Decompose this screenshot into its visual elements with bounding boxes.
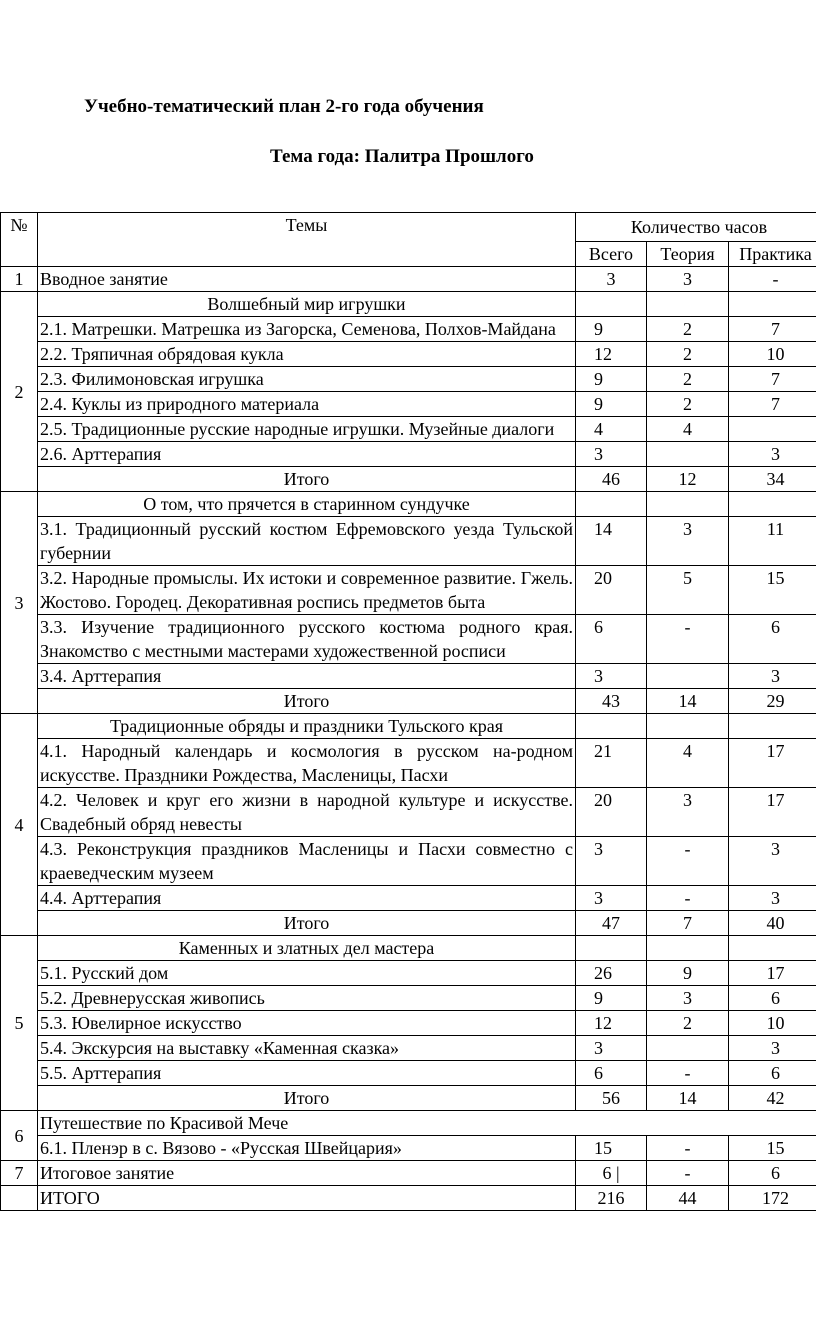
theory-hours [647,664,729,689]
practice-hours: 6 [729,986,816,1011]
subtotal-row [1,911,816,936]
grand-total-label: ИТОГО [38,1186,576,1211]
topic-row [1,615,816,664]
grand-total-row [1,1186,816,1211]
header-num: № [1,213,38,267]
theory-hours: - [647,1136,729,1161]
empty-cell [729,292,816,317]
topic-title: 4.2. Человек и круг его жизни в народной культуре и искусстве. Свадебный обряд невесты [38,788,576,837]
topic-title: 3.4. Арттерапия [38,664,576,689]
subtotal-practice: 40 [729,911,816,936]
theory-hours: - [647,1161,729,1186]
empty-cell [647,936,729,961]
topic-title: 5.4. Экскурсия на выставку «Каменная сказка» [38,1036,576,1061]
total-hours: 4 [576,417,647,442]
section-number: 7 [1,1161,38,1186]
grand-total-theory: 44 [647,1186,729,1211]
section-header-row [1,492,816,517]
total-hours: 3 [576,442,647,467]
header-topics: Темы [38,213,576,267]
topic-title: 2.5. Традиционные русские народные игрушки. Музейные диалоги [38,417,576,442]
topic-title: 4.3. Реконструкция праздников Масленицы и Пасхи совместно с краеведческим музеем [38,837,576,886]
subtotal-row [1,467,816,492]
empty-cell [576,714,647,739]
subtotal-label: Итого [38,689,576,714]
section-title: Вводное занятие [38,267,576,292]
practice-hours: 15 [729,1136,816,1161]
topic-title: 4.4. Арттерапия [38,886,576,911]
section-row [1,1161,816,1186]
topic-row [1,392,816,417]
section-number: 3 [1,492,38,714]
empty-cell [729,492,816,517]
theory-hours: 2 [647,1011,729,1036]
subtotal-row [1,689,816,714]
header-theory: Теория [647,242,729,267]
topic-row [1,1136,816,1161]
total-hours: 9 [576,317,647,342]
total-hours: 3 [576,837,647,886]
section-number: 6 [1,1111,38,1161]
theory-hours: - [647,615,729,664]
subtotal-practice: 42 [729,1086,816,1111]
total-hours: 26 [576,961,647,986]
section-number: 4 [1,714,38,936]
subtotal-practice: 34 [729,467,816,492]
section-title: Каменных и златных дел мастера [38,936,576,961]
theory-hours: 2 [647,367,729,392]
section-title: Путешествие по Красивой Мече [38,1111,816,1136]
theory-hours: 4 [647,739,729,788]
section-number: 5 [1,936,38,1111]
practice-hours: 17 [729,961,816,986]
subtotal-total: 43 [576,689,647,714]
total-hours: 9 [576,392,647,417]
topic-title: 2.1. Матрешки. Матрешка из Загорска, Семенова, Полхов-Майдана [38,317,576,342]
subtotal-theory: 14 [647,1086,729,1111]
curriculum-table [0,212,816,1211]
theory-hours: 5 [647,566,729,615]
practice-hours: 3 [729,664,816,689]
practice-hours: 3 [729,442,816,467]
practice-hours: 17 [729,788,816,837]
subtotal-total: 46 [576,467,647,492]
total-hours: 9 [576,986,647,1011]
topic-row [1,442,816,467]
grand-total-practice: 172 [729,1186,816,1211]
theory-hours [647,442,729,467]
section-header-row [1,714,816,739]
empty-cell [647,492,729,517]
subtotal-row [1,1086,816,1111]
subtotal-theory: 7 [647,911,729,936]
topic-title: 2.6. Арттерапия [38,442,576,467]
header-total: Всего [576,242,647,267]
topic-row [1,961,816,986]
total-hours: 12 [576,1011,647,1036]
practice-hours [729,417,816,442]
practice-hours: 10 [729,1011,816,1036]
subtotal-total: 47 [576,911,647,936]
practice-hours: 11 [729,517,816,566]
practice-hours: - [729,267,816,292]
topic-title: 3.2. Народные промыслы. Их истоки и современное развитие. Гжель. Жостово. Городец. Декоративная роспись предметов быта [38,566,576,615]
topic-title: 5.2. Древнерусская живопись [38,986,576,1011]
empty-cell [647,292,729,317]
practice-hours: 3 [729,1036,816,1061]
total-hours: 6 | [576,1161,647,1186]
topic-row [1,517,816,566]
theory-hours: 3 [647,986,729,1011]
practice-hours: 15 [729,566,816,615]
section-row [1,267,816,292]
empty-cell [729,714,816,739]
subtotal-theory: 14 [647,689,729,714]
topic-row [1,1036,816,1061]
topic-title: 2.3. Филимоновская игрушка [38,367,576,392]
topic-row [1,788,816,837]
topic-title: 3.1. Традиционный русский костюм Ефремовского уезда Тульской губернии [38,517,576,566]
total-hours: 20 [576,566,647,615]
header-practice: Практика [729,242,816,267]
practice-hours: 6 [729,1161,816,1186]
empty-cell [576,936,647,961]
topic-row [1,1061,816,1086]
topic-title: 5.1. Русский дом [38,961,576,986]
subtotal-practice: 29 [729,689,816,714]
theory-hours: 4 [647,417,729,442]
section-title: Волшебный мир игрушки [38,292,576,317]
theory-hours: 3 [647,267,729,292]
practice-hours: 6 [729,615,816,664]
subtotal-label: Итого [38,911,576,936]
grand-total-total: 216 [576,1186,647,1211]
total-hours: 14 [576,517,647,566]
subtotal-label: Итого [38,1086,576,1111]
empty-cell [647,714,729,739]
practice-hours: 10 [729,342,816,367]
section-number: 1 [1,267,38,292]
total-hours: 6 [576,1061,647,1086]
section-title: О том, что прячется в старинном сундучке [38,492,576,517]
topic-title: 6.1. Пленэр в с. Вязово - «Русская Швейцария» [38,1136,576,1161]
total-hours: 3 [576,886,647,911]
theory-hours: - [647,1061,729,1086]
section-number: 2 [1,292,38,492]
total-hours: 3 [576,267,647,292]
section-title: Итоговое занятие [38,1161,576,1186]
theory-hours: - [647,837,729,886]
total-hours: 6 [576,615,647,664]
theory-hours: 3 [647,788,729,837]
empty-cell [576,292,647,317]
total-hours: 15 [576,1136,647,1161]
practice-hours: 7 [729,317,816,342]
topic-row [1,367,816,392]
topic-row [1,566,816,615]
topic-row [1,664,816,689]
topic-title: 5.3. Ювелирное искусство [38,1011,576,1036]
subtotal-label: Итого [38,467,576,492]
total-hours: 12 [576,342,647,367]
section-header-row [1,936,816,961]
total-hours: 20 [576,788,647,837]
topic-row [1,837,816,886]
topic-row [1,886,816,911]
document-subtitle: Тема года: Палитра Прошлого [270,146,534,167]
practice-hours: 6 [729,1061,816,1086]
theory-hours [647,1036,729,1061]
theory-hours: 9 [647,961,729,986]
header-row [1,213,816,242]
empty-cell [576,492,647,517]
topic-title: 5.5. Арттерапия [38,1061,576,1086]
practice-hours: 7 [729,367,816,392]
practice-hours: 7 [729,392,816,417]
topic-row [1,417,816,442]
practice-hours: 3 [729,837,816,886]
topic-title: 3.3. Изучение традиционного русского костюма родного края. Знакомство с местными мастерами художественной росписи [38,615,576,664]
theory-hours: - [647,886,729,911]
subtotal-theory: 12 [647,467,729,492]
document-title: Учебно-тематический план 2-го года обучения [84,96,484,117]
header-hours: Количество часов [576,213,816,242]
subtotal-total: 56 [576,1086,647,1111]
theory-hours: 2 [647,392,729,417]
total-hours: 21 [576,739,647,788]
empty-cell [729,936,816,961]
total-hours: 3 [576,1036,647,1061]
topic-row [1,1011,816,1036]
topic-row [1,342,816,367]
topic-title: 4.1. Народный календарь и космология в русском на-родном искусстве. Праздники Рождества, Масленицы, Пасхи [38,739,576,788]
total-hours: 9 [576,367,647,392]
topic-row [1,986,816,1011]
total-hours: 3 [576,664,647,689]
section-header-row [1,1111,816,1136]
empty-cell [1,1186,38,1211]
theory-hours: 2 [647,317,729,342]
section-title: Традиционные обряды и праздники Тульского края [38,714,576,739]
topic-title: 2.4. Куклы из природного материала [38,392,576,417]
practice-hours: 3 [729,886,816,911]
practice-hours: 17 [729,739,816,788]
theory-hours: 3 [647,517,729,566]
section-header-row [1,292,816,317]
theory-hours: 2 [647,342,729,367]
topic-row [1,317,816,342]
topic-row [1,739,816,788]
topic-title: 2.2. Тряпичная обрядовая кукла [38,342,576,367]
